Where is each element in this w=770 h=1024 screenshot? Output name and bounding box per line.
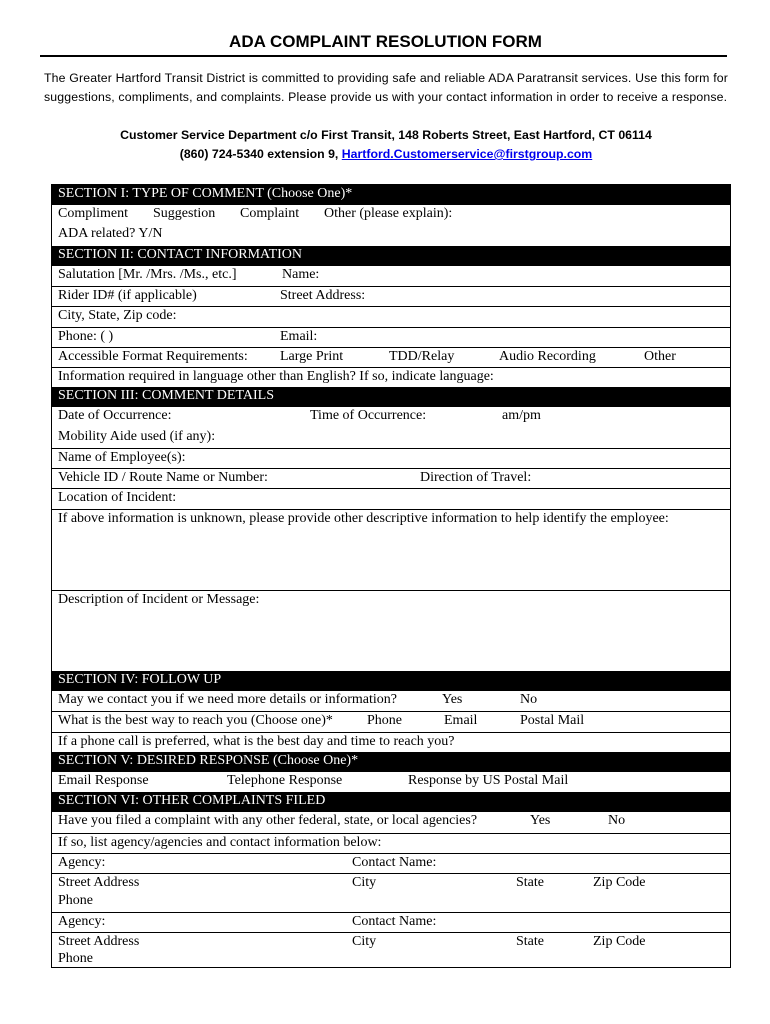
time-field[interactable]: Time of Occurrence: <box>310 408 427 423</box>
option-email-response[interactable]: Email Response <box>58 773 149 788</box>
phone-email-line <box>44 147 728 161</box>
agency-2-field[interactable]: Agency: <box>58 914 106 929</box>
agency-2-contact-name[interactable]: Contact Name: <box>352 914 437 929</box>
option-postal-response[interactable]: Response by US Postal Mail <box>408 773 569 788</box>
name-field[interactable]: Name: <box>282 267 320 282</box>
option-large-print[interactable]: Large Print <box>280 349 344 364</box>
contact-question: May we contact you if we need more details or information? <box>58 692 397 707</box>
ada-related-field[interactable]: ADA related? Y/N <box>58 226 163 241</box>
option-reach-postal[interactable]: Postal Mail <box>520 713 585 728</box>
option-complaint[interactable]: Complaint <box>240 206 300 221</box>
language-field[interactable]: Information required in language other than English? If so, indicate language: <box>58 369 494 384</box>
vehicle-route-field[interactable]: Vehicle ID / Route Name or Number: <box>58 470 268 485</box>
rider-row <box>52 286 730 306</box>
agency-1-contact-name[interactable]: Contact Name: <box>352 855 437 870</box>
description-box[interactable] <box>52 590 730 672</box>
option-filed-no[interactable]: No <box>608 813 626 828</box>
email-field[interactable]: Email: <box>280 329 318 344</box>
email-link[interactable]: Hartford.Customerservice@firstgroup.com <box>341 147 593 161</box>
agency-1-state[interactable]: State <box>516 875 544 890</box>
street-address-field[interactable]: Street Address: <box>280 288 366 303</box>
option-contact-no[interactable]: No <box>520 692 538 707</box>
format-row <box>52 347 730 367</box>
best-time-field[interactable]: If a phone call is preferred, what is the best day and time to reach you? <box>58 734 455 749</box>
section-3-header <box>52 387 730 407</box>
best-way-question: What is the best way to reach you (Choose one)* <box>58 713 333 728</box>
option-audio-recording[interactable]: Audio Recording <box>499 349 596 364</box>
complaint-form <box>51 184 731 968</box>
section-5-title: SECTION V: DESIRED RESPONSE (Choose One)* <box>58 753 359 768</box>
agency-1-row <box>52 853 730 873</box>
unknown-info-box[interactable] <box>52 509 730 590</box>
agency-1-street[interactable]: Street Address <box>58 875 140 890</box>
mobility-row <box>52 428 730 448</box>
agency-2-address-block <box>52 932 730 969</box>
filed-question: Have you filed a complaint with any other federal, state, or local agencies? <box>58 813 478 828</box>
language-row <box>52 367 730 387</box>
ada-related-row <box>52 225 730 245</box>
form-title: ADA COMPLAINT RESOLUTION FORM <box>229 32 542 51</box>
option-reach-phone[interactable]: Phone <box>367 713 402 728</box>
vehicle-row <box>52 468 730 488</box>
option-contact-yes[interactable]: Yes <box>442 692 463 707</box>
agency-2-zip[interactable]: Zip Code <box>593 934 646 949</box>
agency-2-phone[interactable]: Phone <box>58 951 93 966</box>
list-row <box>52 833 730 853</box>
best-time-row <box>52 732 730 752</box>
salutation-row <box>52 266 730 286</box>
comment-type-row <box>52 205 730 225</box>
agency-2-city[interactable]: City <box>352 934 377 949</box>
option-suggestion[interactable]: Suggestion <box>153 206 216 221</box>
agency-2-row <box>52 912 730 932</box>
employee-name-field[interactable]: Name of Employee(s): <box>58 450 186 465</box>
agency-1-zip[interactable]: Zip Code <box>593 875 646 890</box>
salutation-field[interactable]: Salutation [Mr. /Mrs. /Ms., etc.] <box>58 267 237 282</box>
list-agencies-label: If so, list agency/agencies and contact information below: <box>58 835 382 850</box>
best-way-row <box>52 711 730 731</box>
phone-field[interactable]: Phone: ( ) <box>58 329 114 344</box>
description-label: Description of Incident or Message: <box>58 592 260 607</box>
option-format-other[interactable]: Other <box>644 349 676 364</box>
unknown-info-label: If above information is unknown, please provide other descriptive information to help identify the employee: <box>58 511 669 526</box>
employee-row <box>52 448 730 468</box>
section-3-title: SECTION III: COMMENT DETAILS <box>58 388 274 403</box>
mobility-aide-field[interactable]: Mobility Aide used (if any): <box>58 429 216 444</box>
option-other[interactable]: Other (please explain): <box>324 206 453 221</box>
section-4-title: SECTION IV: FOLLOW UP <box>58 672 222 687</box>
location-row <box>52 488 730 508</box>
city-state-zip-field[interactable]: City, State, Zip code: <box>58 308 177 323</box>
section-6-header <box>52 792 730 812</box>
section-5-header <box>52 752 730 772</box>
location-field[interactable]: Location of Incident: <box>58 490 177 505</box>
address-line: Customer Service Department c/o First Transit, 148 Roberts Street, East Hartford, CT 06114 <box>120 128 652 142</box>
option-telephone-response[interactable]: Telephone Response <box>227 773 343 788</box>
agency-1-address-block <box>52 873 730 912</box>
section-1-title: SECTION I: TYPE OF COMMENT (Choose One)* <box>58 186 353 201</box>
city-row <box>52 306 730 326</box>
intro-paragraph: The Greater Hartford Transit District is committed to providing safe and reliable ADA Paratransit services. Use this form for suggestions, compliments, and complaints. Please provide us with your contact information in order to receive a response. <box>44 71 728 104</box>
option-reach-email[interactable]: Email <box>444 713 478 728</box>
option-tdd-relay[interactable]: TDD/Relay <box>389 349 455 364</box>
title-underline <box>40 55 727 57</box>
agency-2-state[interactable]: State <box>516 934 544 949</box>
response-row <box>52 772 730 792</box>
option-compliment[interactable]: Compliment <box>58 206 128 221</box>
section-4-header <box>52 671 730 691</box>
agency-1-phone[interactable]: Phone <box>58 893 93 908</box>
agency-1-city[interactable]: City <box>352 875 377 890</box>
section-6-title: SECTION VI: OTHER COMPLAINTS FILED <box>58 793 326 808</box>
contact-permission-row <box>52 691 730 711</box>
ampm-field[interactable]: am/pm <box>502 408 541 423</box>
section-2-title: SECTION II: CONTACT INFORMATION <box>58 247 303 262</box>
date-row <box>52 407 730 427</box>
rider-id-field[interactable]: Rider ID# (if applicable) <box>58 288 197 303</box>
phone-row <box>52 327 730 347</box>
agency-2-street[interactable]: Street Address <box>58 934 140 949</box>
phone-line: (860) 724-5340 extension 9, <box>179 147 339 161</box>
direction-field[interactable]: Direction of Travel: <box>420 470 532 485</box>
option-filed-yes[interactable]: Yes <box>530 813 551 828</box>
filed-row <box>52 812 730 832</box>
section-2-header <box>52 246 730 266</box>
format-label: Accessible Format Requirements: <box>58 349 248 364</box>
agency-1-field[interactable]: Agency: <box>58 855 106 870</box>
date-field[interactable]: Date of Occurrence: <box>58 408 172 423</box>
section-1-header <box>52 185 730 205</box>
